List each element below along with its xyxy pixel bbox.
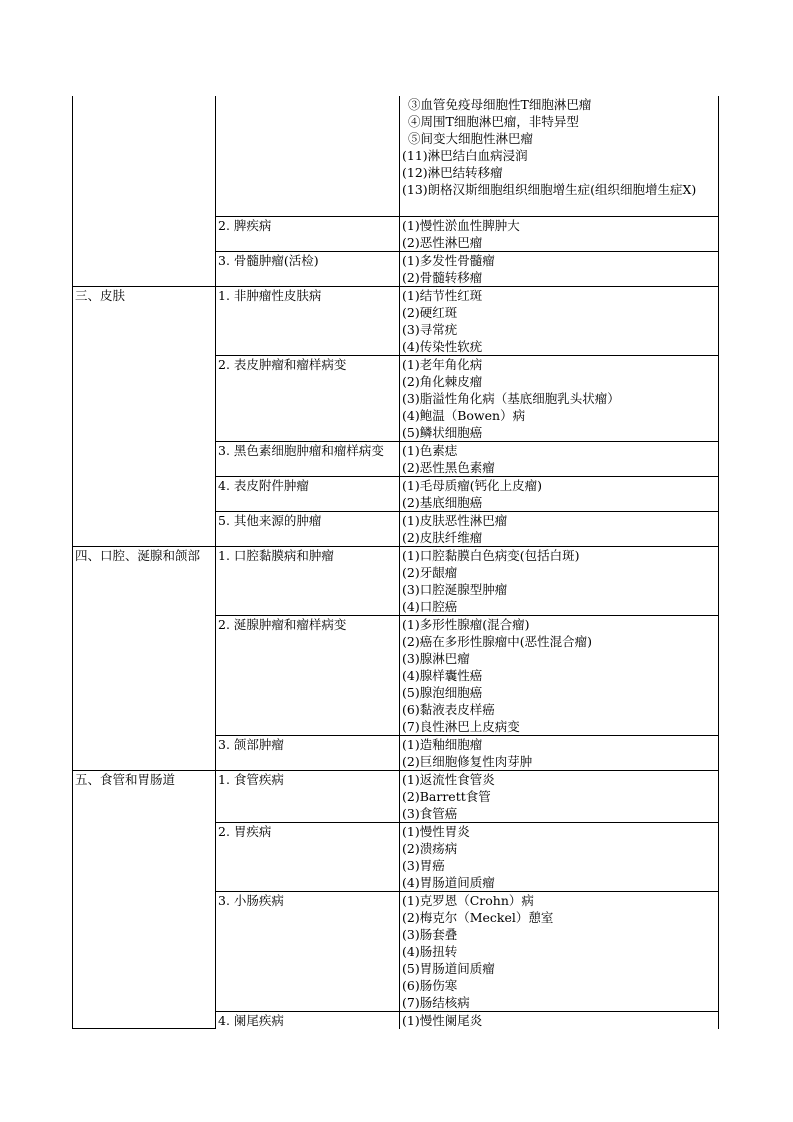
items-cell	[400, 891, 719, 1011]
item-line: (1)慢性阑尾炎	[402, 1012, 483, 1028]
item-line: (1)多发性骨髓瘤	[402, 252, 495, 268]
item-line: (4)鲍温（Bowen）病	[402, 407, 526, 423]
item-line: (7)良性淋巴上皮病变	[402, 718, 520, 734]
items-cell	[400, 355, 719, 441]
item-line: (2)巨细胞修复性肉芽肿	[402, 753, 533, 769]
unit-label: 3. 黑色素细胞肿瘤和瘤样病变	[218, 442, 384, 458]
unit-label: 4. 阑尾疾病	[218, 1012, 284, 1028]
unit-label: 1. 口腔黏膜病和肿瘤	[218, 547, 334, 563]
table-row	[73, 546, 719, 615]
unit-cell	[216, 355, 400, 441]
unit-cell	[216, 96, 400, 216]
item-line: (3)肠套叠	[402, 926, 458, 942]
table-body	[73, 96, 719, 1029]
item-line: (1)造釉细胞瘤	[402, 736, 483, 752]
items-cell	[400, 1011, 719, 1029]
item-line: (5)腺泡细胞癌	[402, 684, 483, 700]
unit-cell	[216, 476, 400, 511]
item-line: (5)胃肠道间质瘤	[402, 960, 495, 976]
items-cell	[400, 286, 719, 355]
item-line: (1)多形性腺瘤(混合瘤)	[402, 616, 530, 632]
table-row	[73, 96, 719, 216]
item-line: (6)肠伤寒	[402, 977, 458, 993]
items-cell	[400, 770, 719, 822]
item-line: (1)慢性胃炎	[402, 823, 470, 839]
items-cell	[400, 546, 719, 615]
unit-label: 3. 颌部肿瘤	[218, 736, 284, 752]
items-cell	[400, 822, 719, 891]
item-line: (12)淋巴结转移瘤	[402, 165, 503, 180]
table-row	[73, 286, 719, 355]
items-cell	[400, 251, 719, 286]
item-line: ④周围T细胞淋巴瘤，非特异型	[408, 114, 579, 129]
item-line: (2)恶性黑色素瘤	[402, 459, 495, 475]
items-cell	[400, 441, 719, 476]
item-line: (11)淋巴结白血病浸润	[402, 148, 528, 163]
item-line: (1)口腔黏膜白色病变(包括白斑)	[402, 547, 580, 563]
item-line: (6)黏液表皮样癌	[402, 701, 495, 717]
item-line: (2)硬红斑	[402, 304, 458, 320]
item-line: (4)口腔癌	[402, 598, 458, 614]
section-cell	[73, 546, 216, 770]
unit-cell	[216, 1011, 400, 1029]
section-label: 五、食管和胃肠道	[75, 771, 176, 787]
unit-cell	[216, 822, 400, 891]
item-line: (3)胃癌	[402, 857, 445, 873]
item-line: (3)食管癌	[402, 805, 458, 821]
unit-label: 2. 表皮肿瘤和瘤样病变	[218, 356, 347, 372]
item-line: (1)结节性红斑	[402, 287, 483, 303]
item-line: (5)鳞状细胞癌	[402, 424, 483, 440]
item-line: (3)口腔涎腺型肿瘤	[402, 581, 508, 597]
item-line: (3)寻常疣	[402, 321, 458, 337]
unit-cell	[216, 441, 400, 476]
items-cell	[400, 216, 719, 251]
section-cell	[73, 96, 216, 286]
item-line: (2)梅克尔（Meckel）憩室	[402, 909, 554, 925]
unit-cell	[216, 251, 400, 286]
item-line: (1)慢性淤血性脾肿大	[402, 217, 520, 233]
unit-label: 2. 胃疾病	[218, 823, 272, 839]
item-line: ③血管免疫母细胞性T细胞淋巴瘤	[408, 97, 592, 112]
unit-label: 2. 脾疾病	[218, 217, 272, 233]
item-line: (2)角化棘皮瘤	[402, 373, 483, 389]
items-cell	[400, 615, 719, 735]
item-line: (3)脂溢性角化病（基底细胞乳头状瘤）	[402, 390, 620, 406]
items-cell	[400, 511, 719, 546]
item-line: (2)Barrett食管	[402, 788, 491, 804]
unit-label: 5. 其他来源的肿瘤	[218, 512, 322, 528]
section-label: 四、口腔、涎腺和颌部	[75, 547, 201, 563]
section-cell	[73, 770, 216, 1029]
unit-cell	[216, 511, 400, 546]
item-line: (1)克罗恩（Crohn）病	[402, 892, 534, 908]
item-line: (2)牙龈瘤	[402, 564, 458, 580]
item-line: (2)骨髓转移瘤	[402, 269, 483, 285]
item-line: (2)皮肤纤维瘤	[402, 529, 483, 545]
section-cell	[73, 286, 216, 546]
unit-cell	[216, 286, 400, 355]
item-line: (1)色素痣	[402, 442, 458, 458]
item-line: (2)癌在多形性腺瘤中(恶性混合瘤)	[402, 633, 592, 649]
item-line: (4)肠扭转	[402, 943, 458, 959]
item-line: (1)毛母质瘤(钙化上皮瘤)	[402, 477, 542, 493]
items-cell	[400, 476, 719, 511]
item-line: (1)老年角化病	[402, 356, 483, 372]
item-line: (1)返流性食管炎	[402, 771, 495, 787]
item-line: (2)恶性淋巴瘤	[402, 234, 483, 250]
unit-cell	[216, 770, 400, 822]
item-line: ⑤间变大细胞性淋巴瘤	[408, 131, 534, 146]
item-line: (4)传染性软疣	[402, 338, 483, 354]
item-line: (2)溃疡病	[402, 840, 458, 856]
unit-cell	[216, 615, 400, 735]
unit-label: 1. 食管疾病	[218, 771, 284, 787]
unit-label: 4. 表皮附件肿瘤	[218, 477, 309, 493]
page	[72, 96, 718, 1029]
unit-label: 3. 小肠疾病	[218, 892, 284, 908]
item-line: (7)肠结核病	[402, 994, 470, 1010]
syllabus-table	[72, 96, 719, 1029]
table-row	[73, 770, 719, 822]
unit-label: 1. 非肿瘤性皮肤病	[218, 287, 322, 303]
unit-cell	[216, 891, 400, 1011]
items-cell	[400, 735, 719, 770]
item-line: (1)皮肤恶性淋巴瘤	[402, 512, 508, 528]
items-cell	[400, 96, 719, 216]
item-line: (13)朗格汉斯细胞组织细胞增生症(组织细胞增生症X)	[402, 182, 697, 197]
item-line: (3)腺淋巴瘤	[402, 650, 470, 666]
unit-label: 3. 骨髓肿瘤(活检)	[218, 252, 319, 268]
item-line: (4)胃肠道间质瘤	[402, 874, 495, 890]
unit-label: 2. 涎腺肿瘤和瘤样病变	[218, 616, 347, 632]
item-line: (4)腺样囊性癌	[402, 667, 483, 683]
unit-cell	[216, 546, 400, 615]
section-label: 三、皮肤	[75, 287, 126, 303]
unit-cell	[216, 216, 400, 251]
unit-cell	[216, 735, 400, 770]
item-line: (2)基底细胞癌	[402, 494, 483, 510]
